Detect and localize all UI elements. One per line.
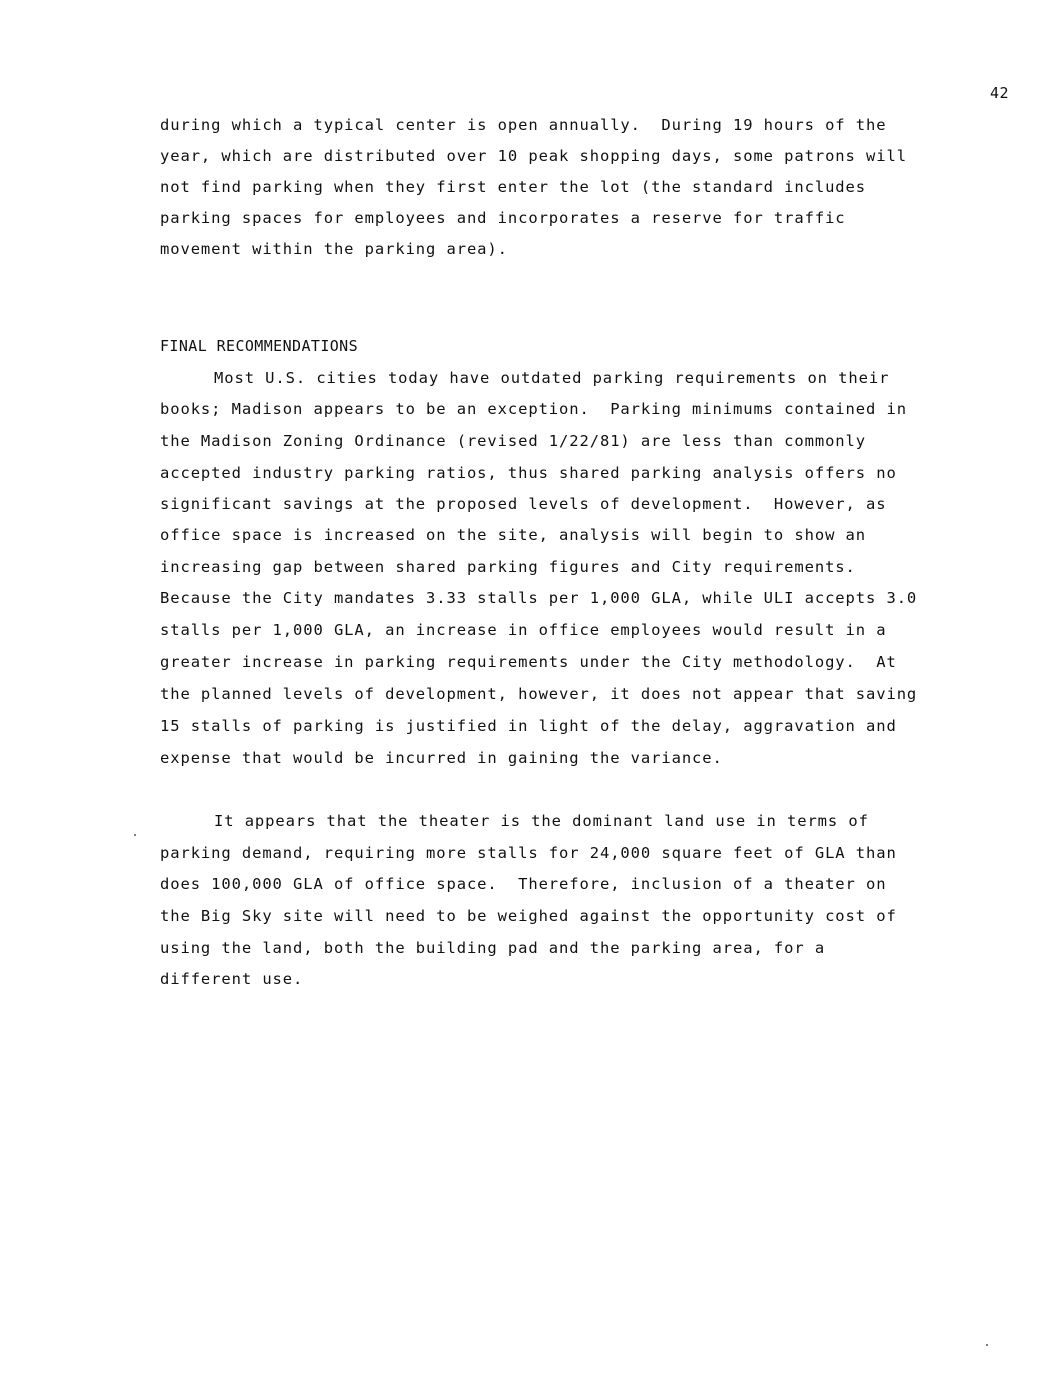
paragraph-line: parking spaces for employees and incorporates a reserve for traffic <box>160 209 846 227</box>
paragraph-line: Because the City mandates 3.33 stalls per 1,000 GLA, while ULI accepts 3.0 <box>160 589 918 607</box>
paragraph-line: 15 stalls of parking is justified in light of the delay, aggravation and <box>160 717 897 735</box>
paragraph-line: Most U.S. cities today have outdated parking requirements on their <box>214 369 890 387</box>
paragraph-line: different use. <box>160 970 304 988</box>
paragraph-line: does 100,000 GLA of office space. Therefore, inclusion of a theater on <box>160 875 887 893</box>
scan-speck <box>986 1344 988 1346</box>
paragraph-line: the Madison Zoning Ordinance (revised 1/22/81) are less than commonly <box>160 432 866 450</box>
paragraph-line: the Big Sky site will need to be weighed against the opportunity cost of <box>160 907 897 925</box>
paragraph-line: not find parking when they first enter the lot (the standard includes <box>160 178 866 196</box>
paragraph-line: expense that would be incurred in gaining the variance. <box>160 749 723 767</box>
paragraph-line: the planned levels of development, however, it does not appear that saving <box>160 685 918 703</box>
paragraph-line: accepted industry parking ratios, thus shared parking analysis offers no <box>160 464 897 482</box>
paragraph-line: significant savings at the proposed levels of development. However, as <box>160 495 887 513</box>
paragraph-line: parking demand, requiring more stalls for 24,000 square feet of GLA than <box>160 844 897 862</box>
paragraph-line: greater increase in parking requirements under the City methodology. At <box>160 653 897 671</box>
paragraph-line: It appears that the theater is the dominant land use in terms of <box>214 812 869 830</box>
paragraph-line: year, which are distributed over 10 peak shopping days, some patrons will <box>160 147 907 165</box>
paragraph-line: increasing gap between shared parking figures and City requirements. <box>160 558 856 576</box>
section-heading: FINAL RECOMMENDATIONS <box>160 337 359 355</box>
paragraph-line: using the land, both the building pad and the parking area, for a <box>160 939 826 957</box>
paragraph-line: office space is increased on the site, analysis will begin to show an <box>160 526 866 544</box>
paragraph-line: books; Madison appears to be an exception. Parking minimums contained in <box>160 400 907 418</box>
paragraph-line: movement within the parking area). <box>160 240 508 258</box>
paragraph-line: during which a typical center is open annually. During 19 hours of the <box>160 116 887 134</box>
paragraph-line: stalls per 1,000 GLA, an increase in office employees would result in a <box>160 621 887 639</box>
page-number: 42 <box>990 84 1010 102</box>
scan-speck <box>134 834 136 836</box>
